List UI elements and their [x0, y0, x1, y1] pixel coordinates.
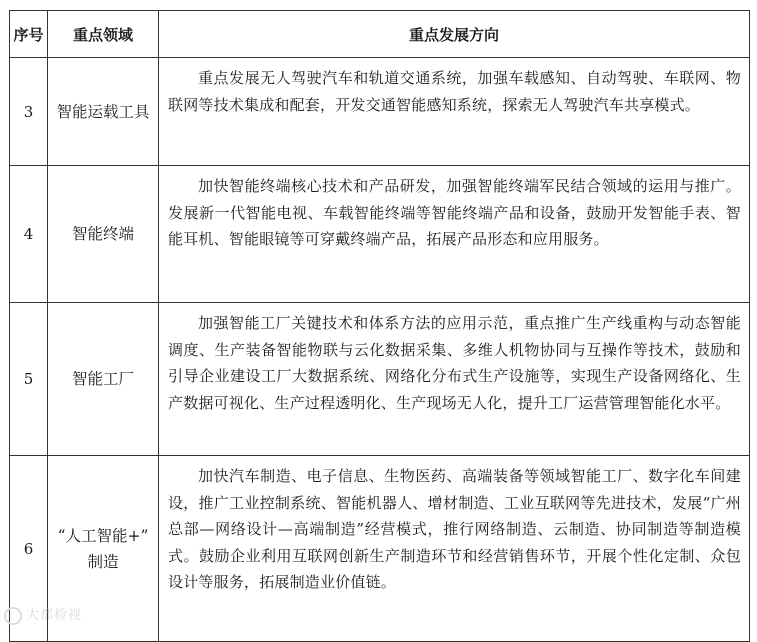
row-num: 4 [10, 166, 48, 303]
watermark-logo-icon [4, 607, 22, 625]
watermark [4, 604, 82, 625]
table-row [10, 303, 750, 456]
row-direction: 加快汽车制造、电子信息、生物医药、高端装备等领域智能工厂、数字化车间建设，推广工业控制系统、智能机器人、增材制造、工业互联网等先进技术，发展“广州总部—网络设计—高端制造”经营模式，推行网络制造、云制造、协同制造等制造模式。鼓励企业利用互联网创新生产制造环节和经营销售环节，开展个性化定制、众包设计等服务，拓展制造业价值链。 [159, 456, 750, 642]
watermark-text: 大都检视 [26, 608, 83, 623]
row-direction: 加强智能工厂关键技术和体系方法的应用示范，重点推广生产线重构与动态智能调度、生产装备智能物联与云化数据采集、多维人机物协同与互操作等技术，鼓励和引导企业建设工厂大数据系统、网络化分布式生产设施等，实现生产设备网络化、生产数据可视化、生产过程透明化、生产现场无人化，提升工厂运营管理智能化水平。 [159, 303, 750, 456]
row-field: 智能终端 [48, 166, 159, 303]
table-row [10, 58, 750, 166]
row-field-line2: 制造 [87, 552, 119, 571]
table-header-row [10, 11, 750, 58]
row-field-line1: “人工智能+” [57, 526, 149, 545]
row-num: 3 [10, 58, 48, 166]
row-direction: 重点发展无人驾驶汽车和轨道交通系统，加强车载感知、自动驾驶、车联网、物联网等技术集成和配套，开发交通智能感知系统，探索无人驾驶汽车共享模式。 [159, 58, 750, 166]
row-num: 6 [10, 456, 48, 642]
header-direction: 重点发展方向 [159, 11, 750, 58]
table-row [10, 166, 750, 303]
key-fields-table [9, 10, 750, 642]
row-direction: 加快智能终端核心技术和产品研发，加强智能终端军民结合领域的运用与推广。发展新一代智能电视、车载智能终端等智能终端产品和设备，鼓励开发智能手表、智能耳机、智能眼镜等可穿戴终端产品，拓展产品形态和应用服务。 [159, 166, 750, 303]
header-field: 重点领域 [48, 11, 159, 58]
row-field: 智能运载工具 [48, 58, 159, 166]
policy-table-page [9, 10, 749, 642]
table-row [10, 456, 750, 642]
row-field: 智能工厂 [48, 303, 159, 456]
row-num: 5 [10, 303, 48, 456]
header-num: 序号 [10, 11, 48, 58]
